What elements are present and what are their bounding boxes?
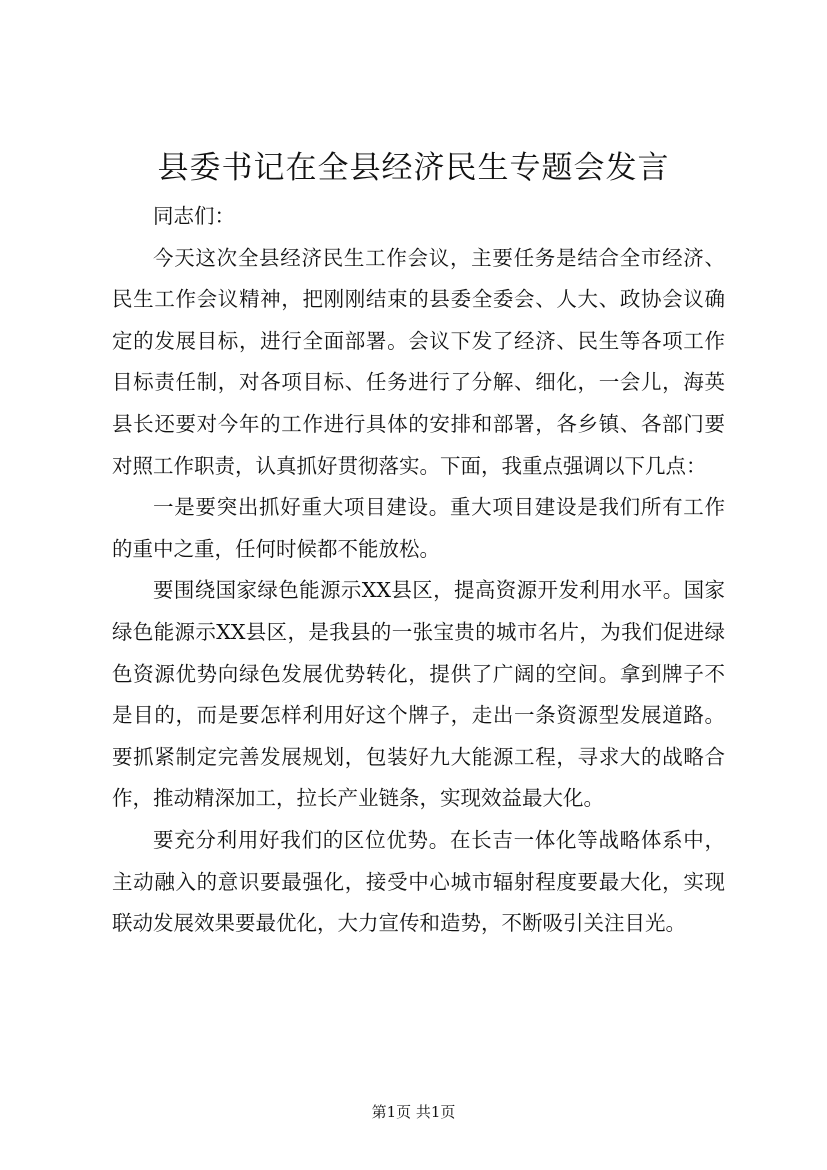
salutation: 同志们：	[153, 204, 235, 228]
document-title: 县委书记在全县经济民生专题会发言	[157, 150, 670, 186]
paragraph-1: 今天这次全县经济民生工作会议，主要任务是结合全市经济、民生工作会议精神，把刚刚结束的县委全委会、人大、政协会议确定的发展目标，进行全面部署。会议下发了经济、民生等各项工作目标责任制，对各项目标、任务进行了分解、细化，一会儿，海英县长还要对今年的工作进行具体的安排和部署，各乡镇、各部门要对照工作职责，认真抓好贯彻落实。下面，我重点强调以下几点：	[112, 245, 725, 478]
paragraph-2: 一是要突出抓好重大项目建设。重大项目建设是我们所有工作的重中之重，任何时候都不能放松。	[112, 495, 725, 561]
document-body	[112, 196, 725, 945]
paragraph-3: 要围绕国家绿色能源示XX县区，提高资源开发利用水平。国家绿色能源示XX县区，是我县的一张宝贵的城市名片，为我们促进绿色资源优势向绿色发展优势转化，提供了广阔的空间。拿到牌子不是目的，而是要怎样利用好这个牌子，走出一条资源型发展道路。要抓紧制定完善发展规划，包装好九大能源工程，寻求大的战略合作，推动精深加工，拉长产业链条，实现效益最大化。	[112, 578, 725, 811]
paragraph-4: 要充分利用好我们的区位优势。在长吉一体化等战略体系中，主动融入的意识要最强化，接受中心城市辐射程度要最大化，实现联动发展效果要最优化，大力宣传和造势，不断吸引关注目光。	[112, 827, 725, 936]
page-footer: 第1页 共1页	[371, 1103, 456, 1121]
